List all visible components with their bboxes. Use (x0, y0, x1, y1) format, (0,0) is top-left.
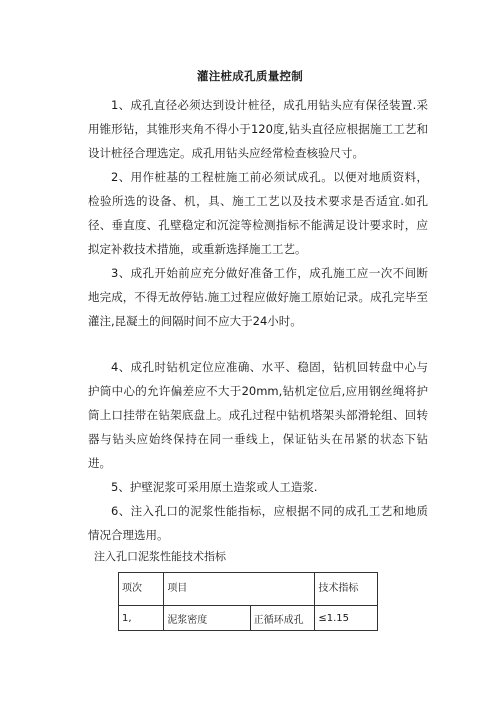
header-cell-item: 项目 (164, 573, 315, 606)
paragraph-5: 5、护壁泥浆可采用原土造浆或人工造浆. (111, 480, 318, 494)
table-caption: 注入孔口泥浆性能技术指标 (94, 550, 226, 563)
table-cell: 正循环成孔 (250, 606, 315, 631)
paragraph-4: 4、成孔时钻机定位应准确、水平、稳固，钻机回转盘中心与护筒中心的允许偏差应不大于20mm,钻机定位后,应用钢丝绳将护筒上口挂带在钻架底盘上。成孔过程中钻机塔架头部滑轮组、回转器与钻头应始终保持在同一垂线上，保证钻头在吊紧的状态下钻进。 (88, 360, 428, 470)
table-cell: ≤1.15 (315, 606, 378, 631)
table-cell: 泥浆密度 (164, 606, 250, 631)
paragraph-2: 2、用作桩基的工程桩施工前必须试成孔。以便对地质资料，检验所选的设备、机，具、施工工艺以及技术要求是否适宜.如孔径、垂直度、孔壁稳定和沉淀等检测指标不能满足设计要求时，应拟定补救技术措施，或重新选择施工工艺。 (88, 170, 428, 256)
paragraph-1: 1、成孔直径必须达到设计桩径，成孔用钻头应有保径装置.采用锥形钻，其锥形夹角不得小于120度,钻头直径应根据施工工艺和设计桩径合理选定。成孔用钻头应经常检查核验尺寸。 (88, 98, 428, 160)
document-title: 灌注桩成孔质量控制 (196, 69, 304, 83)
table-cell: 1, (119, 606, 164, 631)
header-cell-spec: 技术指标 (315, 573, 378, 606)
table-header-row (119, 573, 378, 606)
paragraph-3: 3、成孔开始前应充分做好准备工作，成孔施工应一次不间断地完成，不得无故停钻.施工过程应做好施工原始记录。成孔完毕至灌注,昆凝土的间隔时间不应大于24小时。 (88, 266, 428, 328)
paragraph-6: 6、注入孔口的泥浆性能指标，应根据不同的成孔工艺和地质情况合理选用。 (88, 504, 428, 542)
mud-spec-table (118, 572, 378, 631)
header-cell-index: 项次 (119, 573, 164, 606)
table-row (119, 606, 378, 631)
